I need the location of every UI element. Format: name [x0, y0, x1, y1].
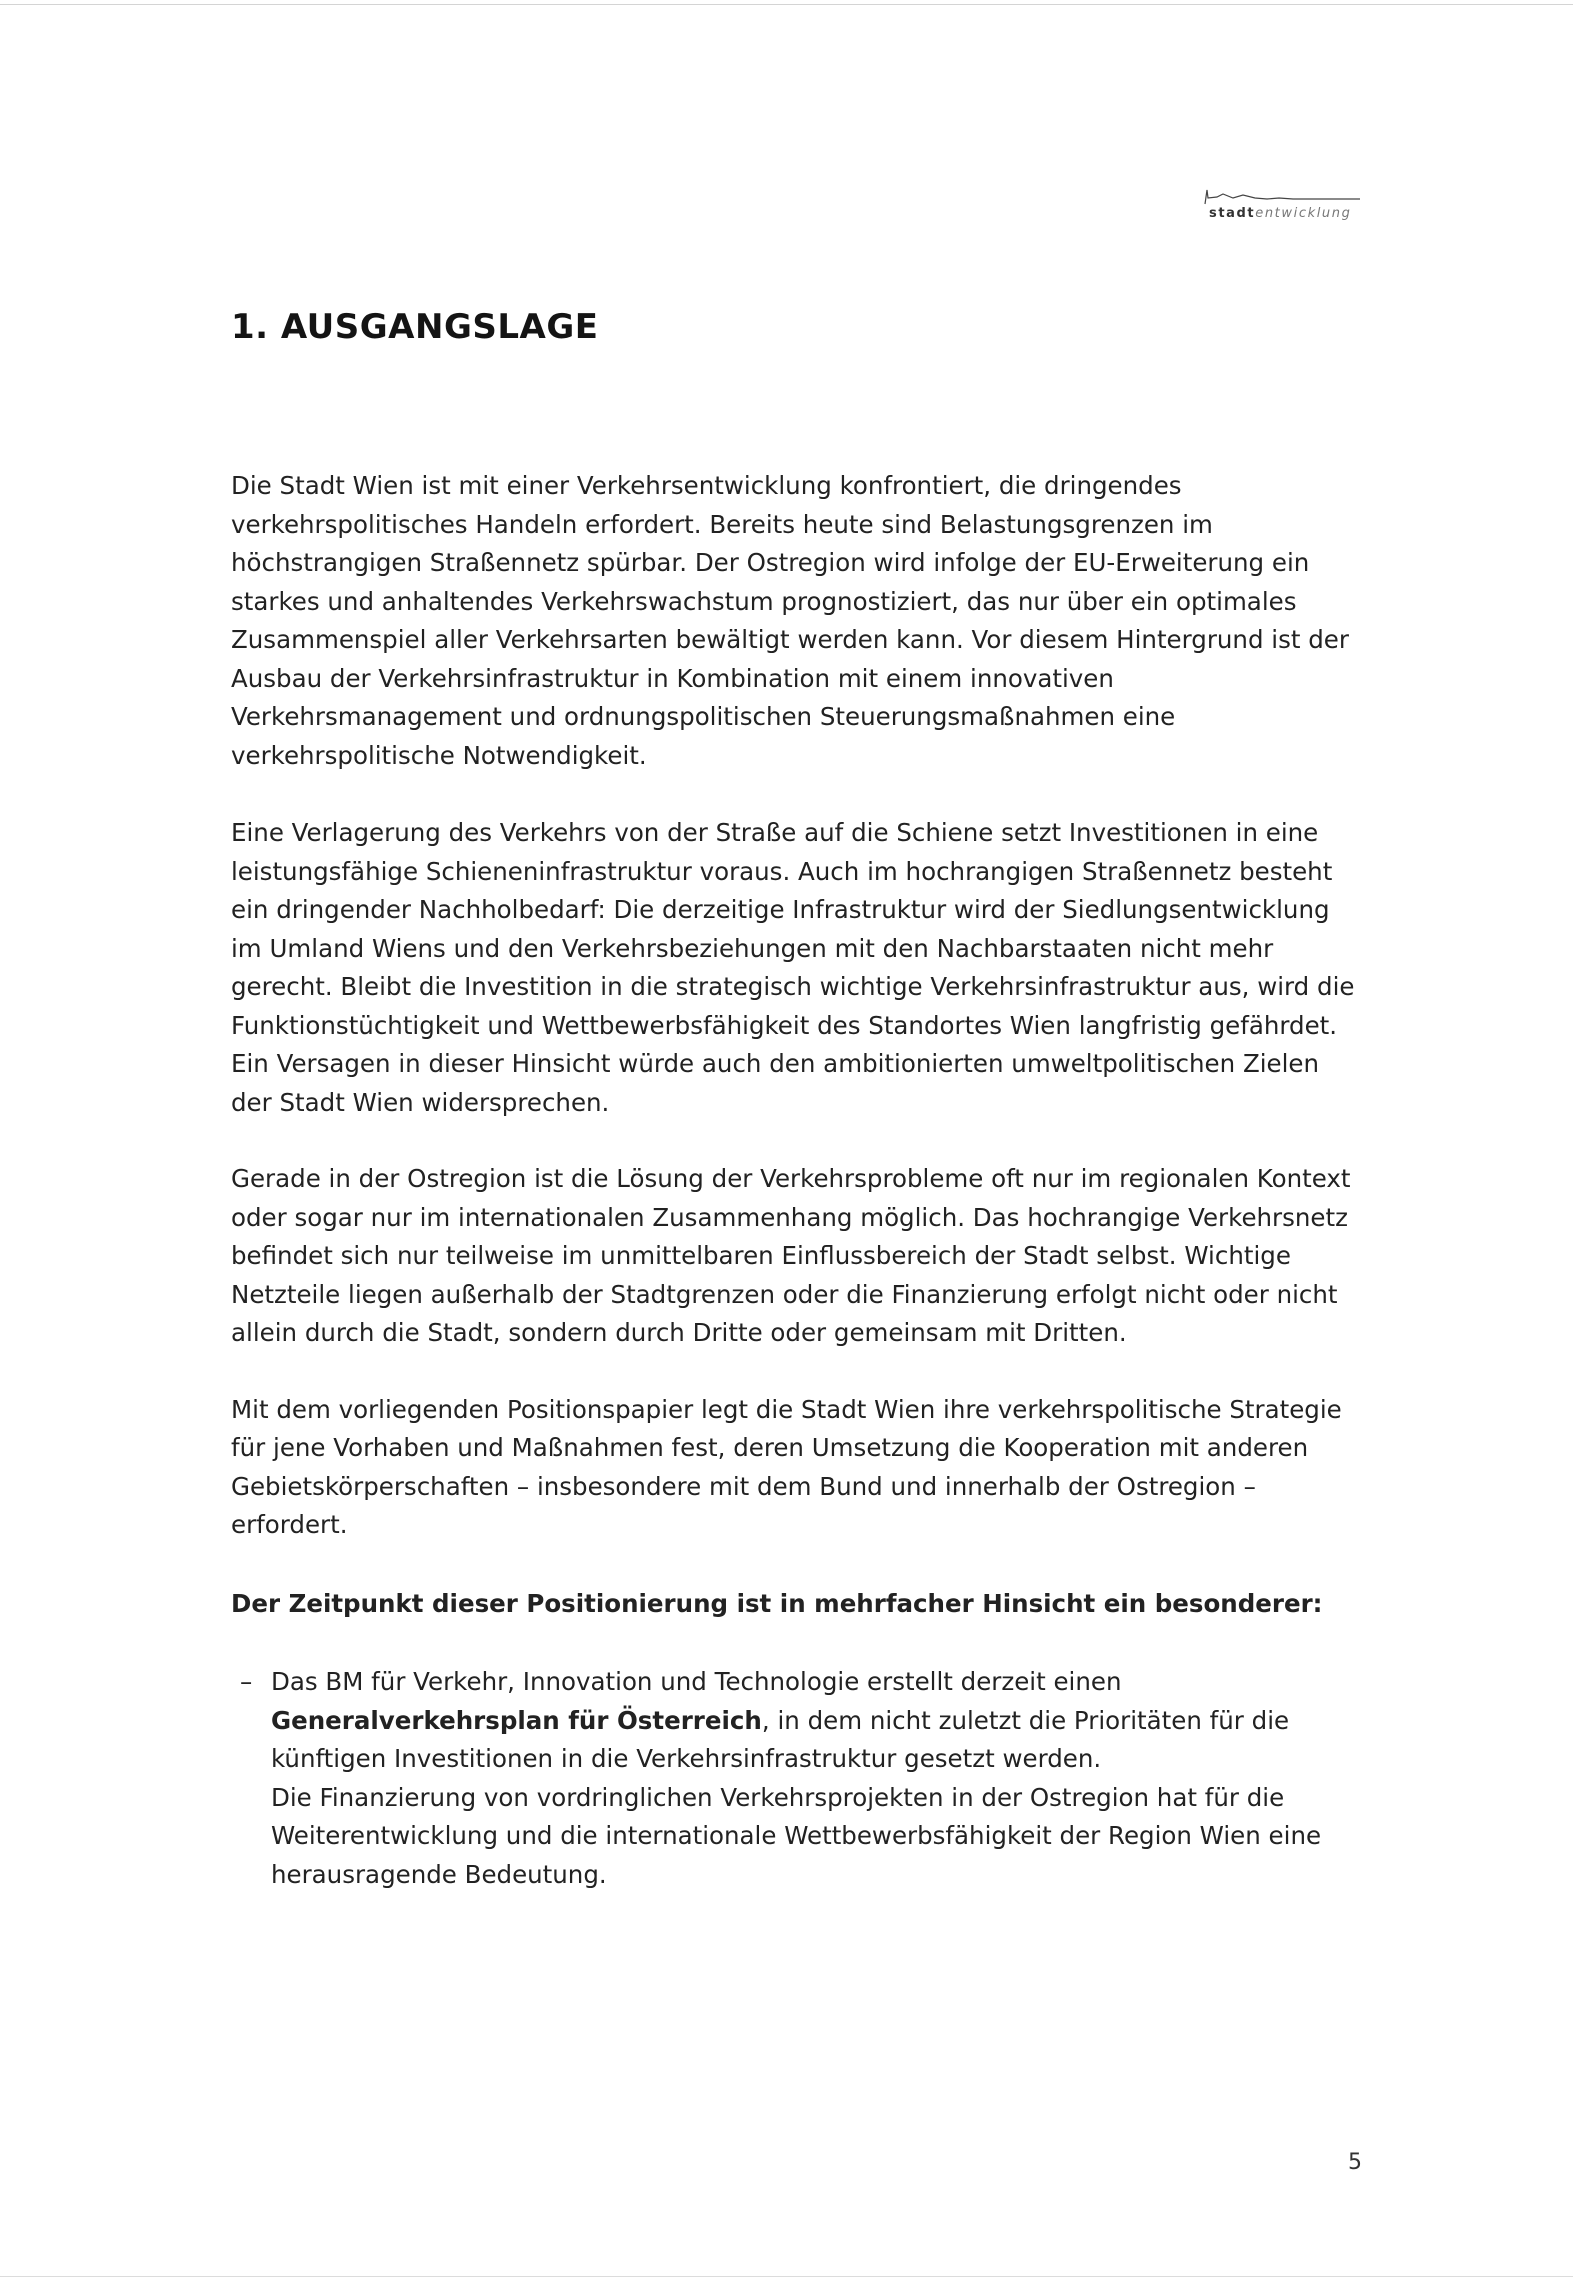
- paragraph-4: Mit dem vorliegenden Positionspapier legt die Stadt Wien ihre verkehrspolitische Strategie für jene Vorhaben und Maßnahmen fest, deren Umsetzung die Kooperation mit anderen Gebietskörperschaften – insbesondere mit dem Bund und innerhalb der Ostregion – erfordert.: [231, 1394, 1342, 1539]
- paragraph-3: Gerade in der Ostregion ist die Lösung der Verkehrsprobleme oft nur im regionalen Kontext oder sogar nur im internationalen Zusammenhang möglich. Das hochrangige Verkehrsnetz befindet sich nur teilweise im unmittelbaren Einflussbereich der Stadt selbst. Wichtige Netzteile liegen außerhalb der Stadtgrenzen oder die Finanzierung erfolgt nicht oder nicht allein durch die Stadt, sondern durch Dritte oder gemeinsam mit Dritten.: [231, 1164, 1351, 1347]
- skyline-logo-icon: [1203, 188, 1361, 206]
- logo-wordmark: [1209, 206, 1351, 221]
- bold-intro-line: Der Zeitpunkt dieser Positionierung ist in mehrfacher Hinsicht ein besonderer:: [231, 1588, 1323, 1618]
- logo-text-light: entwicklung: [1255, 206, 1352, 221]
- list-item-bold-term: Generalverkehrsplan für Österreich: [271, 1705, 762, 1735]
- stadtentwicklung-logo: [1203, 188, 1361, 224]
- paragraph-1: Die Stadt Wien ist mit einer Verkehrsentwicklung konfrontiert, die dringendes verkehrspolitisches Handeln erfordert. Bereits heute sind Belastungsgrenzen im höchstrangigen Straßennetz spürbar. Der Ostregion wird infolge der EU-Erweiterung ein starkes und anhaltendes Verkehrswachstum prognostiziert, das nur über ein optimales Zusammenspiel aller Verkehrsarten bewältigt werden kann. Vor diesem Hintergrund ist der Ausbau der Verkehrsinfrastruktur in Kombination mit einem innovativen Verkehrsmanagement und ordnungspolitischen Steuerungsmaßnahmen eine verkehrspolitische Notwendigkeit.: [231, 471, 1349, 770]
- list-item-continuation: Die Finanzierung von vordringlichen Verkehrsprojekten in der Ostregion hat für die Weiterentwicklung und die internationale Wettbewerbsfähigkeit der Region Wien eine herausragende Bedeutung.: [271, 1782, 1322, 1889]
- page-top-edge: [0, 4, 1573, 5]
- list-item-text: Das BM für Verkehr, Innovation und Technologie erstellt derzeit einen: [271, 1667, 1122, 1696]
- list-item-text-after: , in dem nicht zuletzt die Prioritäten für die künftigen Investitionen in die Verkehrsinfrastruktur gesetzt werden.: [271, 1705, 1290, 1773]
- body-text: [231, 467, 1361, 1894]
- page-bottom-edge: [0, 2276, 1573, 2277]
- bullet-list: [231, 1663, 1361, 1894]
- page-number: 5: [1348, 2150, 1362, 2175]
- logo-text-bold: stadt: [1209, 206, 1256, 221]
- paragraph-2: Eine Verlagerung des Verkehrs von der Straße auf die Schiene setzt Investitionen in eine leistungsfähige Schieneninfrastruktur voraus. Auch im hochrangigen Straßennetz besteht ein dringender Nachholbedarf: Die derzeitige Infrastruktur wird der Siedlungsentwicklung im Umland Wiens und den Verkehrsbeziehungen mit den Nachbarstaaten nicht mehr gerecht. Bleibt die Investition in die strategisch wichtige Verkehrsinfrastruktur aus, wird die Funktionstüchtigkeit und Wettbewerbsfähigkeit des Standortes Wien langfristig gefährdet.: [231, 818, 1355, 1040]
- list-item: [231, 1663, 1361, 1894]
- section-heading: 1. AUSGANGSLAGE: [231, 307, 599, 347]
- dash-bullet: –: [240, 1667, 253, 1696]
- paragraph-2-continuation: Ein Versagen in dieser Hinsicht würde auch den ambitionierten umweltpolitischen Zielen der Stadt Wien widersprechen.: [231, 1049, 1320, 1117]
